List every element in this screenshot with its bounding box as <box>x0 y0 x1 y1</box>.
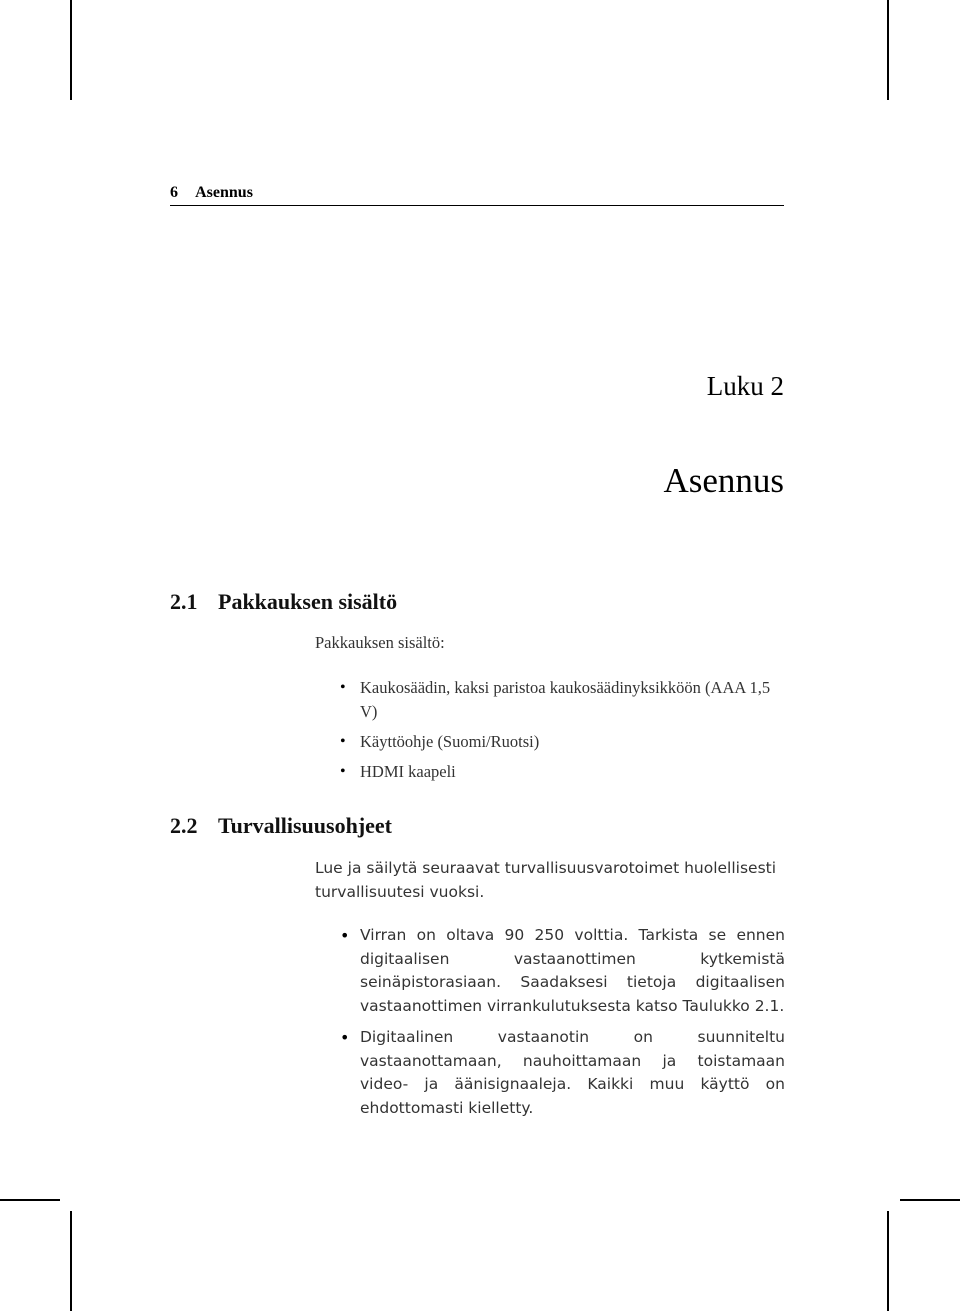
section-number: 2.2 <box>170 813 198 838</box>
list-item: • Käyttöohje (Suomi/Ruotsi) <box>315 730 785 754</box>
list-item: • Digitaalinen vastaanotin on suunniteltu vastaanottamaan, nauhoittamaan ja toistamaan video- ja äänisignaaleja. Kaikki muu käyttö on ehdottomasti kielletty. <box>340 1028 785 1117</box>
bullet-icon: • <box>340 763 346 780</box>
crop-mark-bottom-left-v <box>70 1211 72 1311</box>
crop-mark-top-right <box>887 0 889 100</box>
chapter-label: Luku 2 <box>706 371 784 401</box>
section-number: 2.1 <box>170 589 198 614</box>
section-title: Turvallisuusohjeet <box>218 813 393 838</box>
running-head <box>170 184 784 202</box>
page-number: 6 <box>170 184 178 201</box>
package-intro: Pakkauksen sisältö: <box>315 633 445 652</box>
bullet-icon: • <box>340 679 346 696</box>
running-head-chapter: Asennus <box>195 184 253 201</box>
header-rule <box>170 205 784 206</box>
chapter-title: Asennus <box>663 461 784 500</box>
list-item: • Virran on oltava 90 250 volttia. Tarkista se ennen digitaalisen vastaanottimen kytkemistä seinäpistorasiaan. Saadaksesi tietoja digitaalisen vastaanottimen virrankulutuksesta katso Taulukko 2.1. <box>340 926 785 1015</box>
bullet-icon: • <box>340 1028 350 1047</box>
crop-mark-top-left <box>70 0 72 100</box>
safety-intro: Lue ja säilytä seuraavat turvallisuusvarotoimet huolellisesti turvallisuutesi vuoksi. <box>315 859 777 901</box>
bullet-icon: • <box>340 926 350 945</box>
safety-instructions-list <box>315 924 785 1128</box>
list-item: • Kaukosäädin, kaksi paristoa kaukosäädinyksikköön (AAA 1,5 V) <box>340 678 771 721</box>
crop-mark-bottom-right-v <box>887 1211 889 1311</box>
section-heading-safety <box>170 813 392 839</box>
crop-mark-bottom-right-h <box>900 1199 960 1201</box>
list-item: • HDMI kaapeli <box>315 760 785 784</box>
section-heading-package <box>170 589 397 615</box>
section-title: Pakkauksen sisältö <box>218 589 398 614</box>
package-contents-list <box>315 676 785 790</box>
bullet-icon: • <box>340 733 346 750</box>
crop-mark-bottom-left-h <box>0 1199 60 1201</box>
